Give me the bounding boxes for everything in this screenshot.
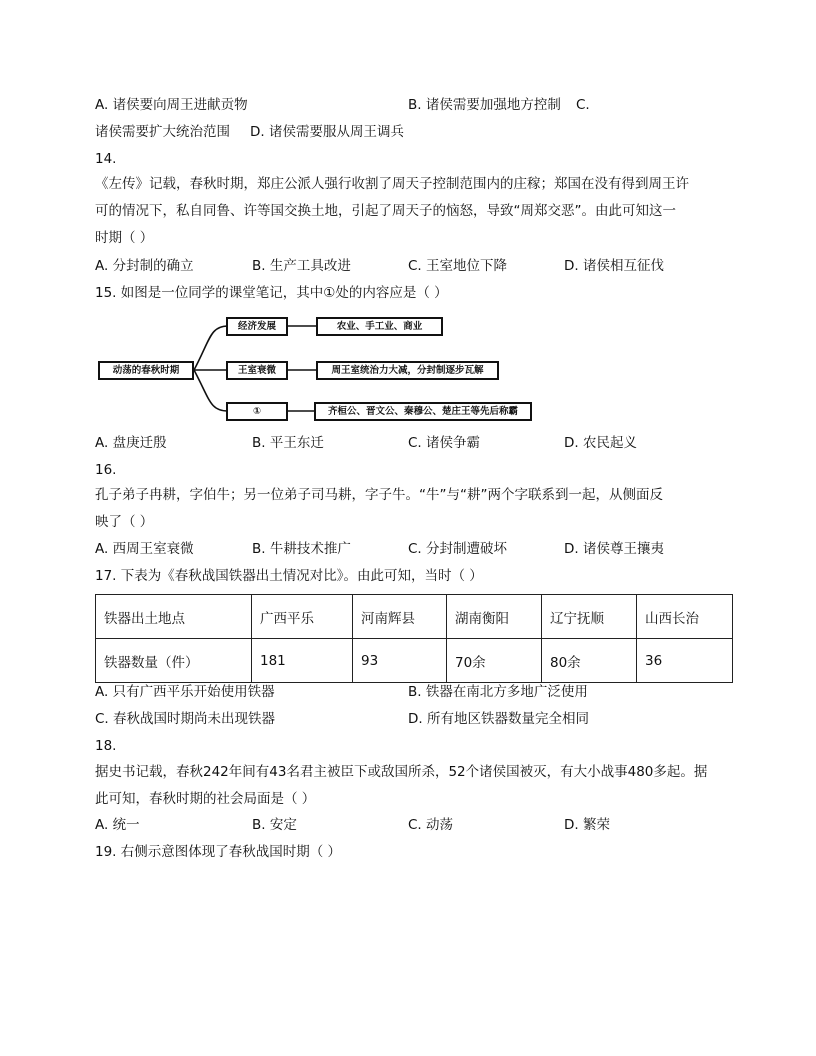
q15-option-d: D. 农民起义 bbox=[564, 435, 637, 451]
q13-option-c-letter: C. bbox=[576, 97, 590, 113]
table-cell: 广西平乐 bbox=[252, 595, 353, 639]
q16-option-a: A. 西周王室衰微 bbox=[95, 541, 194, 557]
q14-number: 14. bbox=[95, 151, 117, 167]
q17-option-a: A. 只有广西平乐开始使用铁器 bbox=[95, 684, 275, 700]
diagram-branch-economy: 经济发展 bbox=[226, 317, 288, 336]
table-cell: 辽宁抚顺 bbox=[542, 595, 637, 639]
q17-option-b: B. 铁器在南北方多地广泛使用 bbox=[408, 684, 588, 700]
table-cell: 铁器数量（件） bbox=[96, 639, 252, 683]
table-row bbox=[96, 595, 733, 639]
q14-option-c: C. 王室地位下降 bbox=[408, 258, 508, 274]
diagram-branch-blank-1: ① bbox=[226, 402, 288, 421]
q18-text-line1: 据史书记载，春秋242年间有43名君主被臣下或敌国所杀，52个诸侯国被灭，有大小战事480多起。据 bbox=[95, 764, 708, 780]
q16-text-line2: 映了（ ） bbox=[95, 514, 154, 530]
q13-option-d: D. 诸侯需要服从周王调兵 bbox=[250, 124, 404, 140]
q18-option-d: D. 繁荣 bbox=[564, 817, 610, 833]
q13-option-a: A. 诸侯要向周王进献贡物 bbox=[95, 97, 248, 113]
q15-option-c: C. 诸侯争霸 bbox=[408, 435, 481, 451]
table-cell: 36 bbox=[637, 639, 733, 683]
q18-option-b: B. 安定 bbox=[252, 817, 297, 833]
q18-option-c: C. 动荡 bbox=[408, 817, 454, 833]
q17-stem: 17. 下表为《春秋战国铁器出土情况对比》。由此可知，当时（ ） bbox=[95, 568, 483, 584]
table-cell: 铁器出土地点 bbox=[96, 595, 252, 639]
table-cell: 70余 bbox=[447, 639, 542, 683]
table-cell: 山西长治 bbox=[637, 595, 733, 639]
q13-option-c-text: 诸侯需要扩大统治范围 bbox=[95, 124, 230, 140]
q16-option-b: B. 牛耕技术推广 bbox=[252, 541, 351, 557]
q16-option-c: C. 分封制遭破坏 bbox=[408, 541, 508, 557]
q17-option-d: D. 所有地区铁器数量完全相同 bbox=[408, 711, 589, 727]
q13-option-b: B. 诸侯需要加强地方控制 bbox=[408, 97, 561, 113]
table-cell: 河南辉县 bbox=[353, 595, 447, 639]
q18-option-a: A. 统一 bbox=[95, 817, 140, 833]
diagram-detail-economy: 农业、手工业、商业 bbox=[316, 317, 443, 336]
table-cell: 93 bbox=[353, 639, 447, 683]
q14-option-a: A. 分封制的确立 bbox=[95, 258, 194, 274]
q16-text-line1: 孔子弟子冉耕，字伯牛；另一位弟子司马耕，字子牛。“牛”与“耕”两个字联系到一起，从侧面反 bbox=[95, 487, 663, 503]
q16-number: 16. bbox=[95, 462, 117, 478]
table-cell: 80余 bbox=[542, 639, 637, 683]
table-cell: 湖南衡阳 bbox=[447, 595, 542, 639]
q15-option-b: B. 平王东迁 bbox=[252, 435, 324, 451]
diagram-root-box: 动荡的春秋时期 bbox=[98, 361, 194, 380]
q14-option-d: D. 诸侯相互征伐 bbox=[564, 258, 664, 274]
q14-text-line3: 时期（ ） bbox=[95, 230, 154, 246]
q14-text-line2: 可的情况下，私自同鲁、许等国交换土地，引起了周天子的恼怒，导致“周郑交恶”。由此可知这一 bbox=[95, 203, 676, 219]
q18-text-line2: 此可知，春秋时期的社会局面是（ ） bbox=[95, 791, 316, 807]
q16-option-d: D. 诸侯尊王攘夷 bbox=[564, 541, 664, 557]
table-cell: 181 bbox=[252, 639, 353, 683]
q17-option-c: C. 春秋战国时期尚未出现铁器 bbox=[95, 711, 276, 727]
diagram-branch-royal-decline: 王室衰微 bbox=[226, 361, 288, 380]
diagram-detail-royal-decline: 周王室统治力大减，分封制逐步瓦解 bbox=[316, 361, 499, 380]
q15-option-a: A. 盘庚迁殷 bbox=[95, 435, 167, 451]
q14-option-b: B. 生产工具改进 bbox=[252, 258, 351, 274]
q15-stem: 15. 如图是一位同学的课堂笔记，其中①处的内容应是（ ） bbox=[95, 285, 448, 301]
table-row bbox=[96, 639, 733, 683]
q19-stem: 19. 右侧示意图体现了春秋战国时期（ ） bbox=[95, 844, 342, 860]
diagram-detail-hegemons: 齐桓公、晋文公、秦穆公、楚庄王等先后称霸 bbox=[314, 402, 532, 421]
iron-finds-table bbox=[95, 594, 733, 683]
q18-number: 18. bbox=[95, 738, 117, 754]
q14-text-line1: 《左传》记载，春秋时期，郑庄公派人强行收割了周天子控制范围内的庄稼；郑国在没有得到周王许 bbox=[95, 176, 689, 192]
